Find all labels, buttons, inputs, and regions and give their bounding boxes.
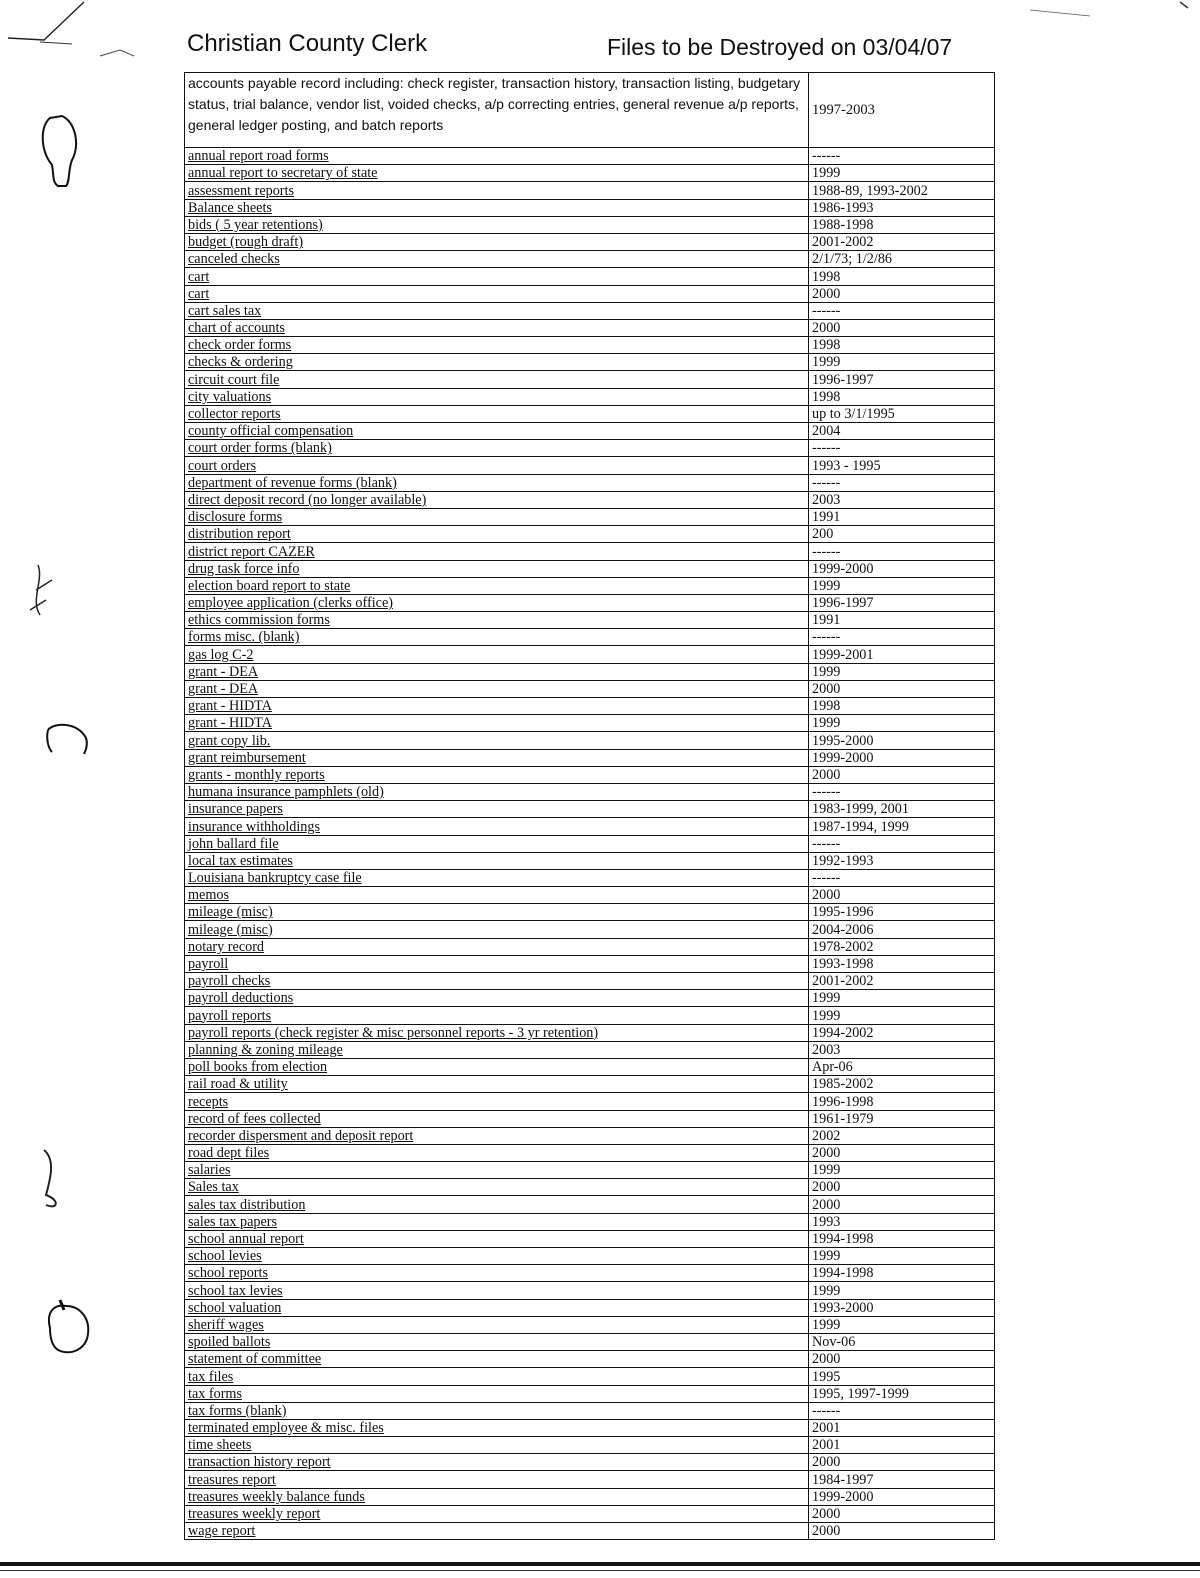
file-item-cell: sales tax distribution (185, 1196, 809, 1213)
table-row (185, 990, 995, 1007)
file-item-cell: payroll (185, 955, 809, 972)
file-item-cell: recorder dispersment and deposit report (185, 1127, 809, 1144)
years-cell: ------ (809, 1402, 995, 1419)
file-item-cell: sales tax papers (185, 1213, 809, 1230)
years-cell: 2000 (809, 1523, 995, 1540)
table-row (185, 698, 995, 715)
file-item-cell: treasures weekly report (185, 1505, 809, 1522)
file-item-cell: department of revenue forms (blank) (185, 474, 809, 491)
table-row (185, 1144, 995, 1161)
years-cell: 1999 (809, 1162, 995, 1179)
table-row (185, 629, 995, 646)
years-cell: ------ (809, 543, 995, 560)
years-cell: 2000 (809, 319, 995, 336)
table-row (185, 938, 995, 955)
file-item-cell: payroll reports (check register & misc personnel reports - 3 yr retention) (185, 1024, 809, 1041)
file-item-cell: cart (185, 285, 809, 302)
file-item-cell: transaction history report (185, 1454, 809, 1471)
file-item-cell: checks & ordering (185, 354, 809, 371)
file-item-cell: city valuations (185, 388, 809, 405)
years-cell: 1993-1998 (809, 955, 995, 972)
years-cell: Nov-06 (809, 1333, 995, 1350)
years-cell: 1995 (809, 1368, 995, 1385)
file-item-cell: record of fees collected (185, 1110, 809, 1127)
file-item-cell: Louisiana bankruptcy case file (185, 869, 809, 886)
table-row (185, 1402, 995, 1419)
years-cell: 1988-89, 1993-2002 (809, 182, 995, 199)
table-row (185, 165, 995, 182)
years-cell: up to 3/1/1995 (809, 405, 995, 422)
file-item-cell: wage report (185, 1523, 809, 1540)
table-row (185, 1076, 995, 1093)
years-cell: 1991 (809, 612, 995, 629)
years-cell: 1999 (809, 1007, 995, 1024)
file-item-cell: court orders (185, 457, 809, 474)
table-row (185, 440, 995, 457)
table-row (185, 1248, 995, 1265)
table-row (185, 405, 995, 422)
years-cell: 2000 (809, 1144, 995, 1161)
years-cell: 1997-2003 (809, 73, 995, 148)
file-item-cell: forms misc. (blank) (185, 629, 809, 646)
table-row (185, 577, 995, 594)
file-item-cell: grant - DEA (185, 663, 809, 680)
table-row (185, 233, 995, 250)
table-row (185, 1333, 995, 1350)
table-row (185, 371, 995, 388)
years-cell: 1995-2000 (809, 732, 995, 749)
file-item-cell: treasures report (185, 1471, 809, 1488)
years-cell: 1994-2002 (809, 1024, 995, 1041)
table-row (185, 1419, 995, 1436)
table-row (185, 1127, 995, 1144)
years-cell: 1999 (809, 715, 995, 732)
years-cell: 2001-2002 (809, 973, 995, 990)
file-item-cell: tax forms (blank) (185, 1402, 809, 1419)
years-cell: 1985-2002 (809, 1076, 995, 1093)
file-item-cell: grant - DEA (185, 680, 809, 697)
file-item-cell: poll books from election (185, 1058, 809, 1075)
years-cell: 2/1/73; 1/2/86 (809, 251, 995, 268)
table-row (185, 801, 995, 818)
bottom-rule (0, 1562, 1200, 1566)
table-row (185, 319, 995, 336)
table-row (185, 1471, 995, 1488)
years-cell: 1999 (809, 165, 995, 182)
file-item-cell: grant copy lib. (185, 732, 809, 749)
years-cell: 200 (809, 526, 995, 543)
file-item-cell: recepts (185, 1093, 809, 1110)
years-cell: 2003 (809, 491, 995, 508)
file-item-cell: statement of committee (185, 1351, 809, 1368)
years-cell: 1998 (809, 337, 995, 354)
years-cell: ------ (809, 783, 995, 800)
table-row (185, 508, 995, 525)
years-cell: 1995, 1997-1999 (809, 1385, 995, 1402)
years-cell: ------ (809, 148, 995, 165)
years-cell: 2000 (809, 1179, 995, 1196)
table-row (185, 1523, 995, 1540)
years-cell: 1998 (809, 698, 995, 715)
table-row (185, 543, 995, 560)
table-row (185, 766, 995, 783)
table-row (185, 955, 995, 972)
file-item-cell: cart (185, 268, 809, 285)
table-row (185, 921, 995, 938)
table-row (185, 835, 995, 852)
table-row (185, 1454, 995, 1471)
file-item-cell: grant - HIDTA (185, 698, 809, 715)
years-cell: 2000 (809, 680, 995, 697)
table-row (185, 1162, 995, 1179)
table-row (185, 268, 995, 285)
table-row (185, 1024, 995, 1041)
file-item-cell: school levies (185, 1248, 809, 1265)
file-item-cell: treasures weekly balance funds (185, 1488, 809, 1505)
table-row (185, 491, 995, 508)
years-cell: 1999 (809, 990, 995, 1007)
table-row (185, 680, 995, 697)
file-item-cell: salaries (185, 1162, 809, 1179)
file-item-cell: check order forms (185, 337, 809, 354)
years-cell: 2000 (809, 285, 995, 302)
table-row (185, 1007, 995, 1024)
table-row (185, 732, 995, 749)
years-cell: 1983-1999, 2001 (809, 801, 995, 818)
file-item-cell: bids ( 5 year retentions) (185, 216, 809, 233)
table-row (185, 73, 995, 148)
years-cell: 1998 (809, 268, 995, 285)
file-item-cell: district report CAZER (185, 543, 809, 560)
table-row (185, 646, 995, 663)
years-cell: 1984-1997 (809, 1471, 995, 1488)
table-row (185, 1505, 995, 1522)
table-row (185, 1093, 995, 1110)
years-cell: 1993 - 1995 (809, 457, 995, 474)
years-cell: 2000 (809, 766, 995, 783)
file-item-cell: insurance papers (185, 801, 809, 818)
file-item-cell: planning & zoning mileage (185, 1041, 809, 1058)
table-row (185, 1265, 995, 1282)
table-row (185, 749, 995, 766)
years-cell: 1999 (809, 1282, 995, 1299)
table-row (185, 887, 995, 904)
file-item-cell: grant reimbursement (185, 749, 809, 766)
table-row (185, 973, 995, 990)
years-cell: 1999 (809, 1248, 995, 1265)
years-cell: ------ (809, 440, 995, 457)
file-item-cell: annual report road forms (185, 148, 809, 165)
years-cell: 1986-1993 (809, 199, 995, 216)
file-item-cell: insurance withholdings (185, 818, 809, 835)
years-cell: 2000 (809, 1505, 995, 1522)
years-cell: 2000 (809, 1454, 995, 1471)
file-item-cell: payroll deductions (185, 990, 809, 1007)
table-row (185, 1299, 995, 1316)
table-row (185, 663, 995, 680)
years-cell: 1978-2002 (809, 938, 995, 955)
years-cell: 1998 (809, 388, 995, 405)
table-row (185, 1368, 995, 1385)
file-item-cell: election board report to state (185, 577, 809, 594)
years-cell: 1996-1997 (809, 371, 995, 388)
file-item-cell: terminated employee & misc. files (185, 1419, 809, 1436)
years-cell: 2004 (809, 423, 995, 440)
file-item-cell: school reports (185, 1265, 809, 1282)
bottom-rule-thin (0, 1570, 1200, 1571)
years-cell: 1999 (809, 354, 995, 371)
table-row (185, 199, 995, 216)
file-item-cell: grants - monthly reports (185, 766, 809, 783)
table-row (185, 594, 995, 611)
file-item-cell: john ballard file (185, 835, 809, 852)
years-cell: 1999 (809, 663, 995, 680)
table-row (185, 148, 995, 165)
table-row (185, 1058, 995, 1075)
table-row (185, 612, 995, 629)
file-item-cell: assessment reports (185, 182, 809, 199)
table-row (185, 852, 995, 869)
file-item-cell: school tax levies (185, 1282, 809, 1299)
years-cell: 2002 (809, 1127, 995, 1144)
table-row (185, 423, 995, 440)
file-item-cell: canceled checks (185, 251, 809, 268)
table-row (185, 1196, 995, 1213)
file-item-cell: payroll reports (185, 1007, 809, 1024)
table-row (185, 302, 995, 319)
file-item-cell: Sales tax (185, 1179, 809, 1196)
years-cell: 2001 (809, 1419, 995, 1436)
years-cell: 2001-2002 (809, 233, 995, 250)
file-item-cell: distribution report (185, 526, 809, 543)
file-item-cell: rail road & utility (185, 1076, 809, 1093)
file-item-cell: sheriff wages (185, 1316, 809, 1333)
table-row (185, 216, 995, 233)
years-cell: ------ (809, 629, 995, 646)
file-item-cell: humana insurance pamphlets (old) (185, 783, 809, 800)
table-row (185, 182, 995, 199)
table-row (185, 818, 995, 835)
years-cell: Apr-06 (809, 1058, 995, 1075)
file-item-cell: spoiled ballots (185, 1333, 809, 1350)
table-row (185, 337, 995, 354)
file-item-cell: grant - HIDTA (185, 715, 809, 732)
years-cell: 1995-1996 (809, 904, 995, 921)
years-cell: ------ (809, 474, 995, 491)
years-cell: ------ (809, 302, 995, 319)
file-item-cell: road dept files (185, 1144, 809, 1161)
years-cell: ------ (809, 869, 995, 886)
years-cell: 1994-1998 (809, 1230, 995, 1247)
table-row (185, 251, 995, 268)
file-item-cell: notary record (185, 938, 809, 955)
years-cell: 1999-2000 (809, 749, 995, 766)
table-row (185, 560, 995, 577)
table-row (185, 1213, 995, 1230)
years-cell: 1999-2000 (809, 560, 995, 577)
table-row (185, 1488, 995, 1505)
years-cell: 2000 (809, 1196, 995, 1213)
file-item-cell: circuit court file (185, 371, 809, 388)
table-row (185, 474, 995, 491)
file-item-cell: tax files (185, 1368, 809, 1385)
years-cell: 1988-1998 (809, 216, 995, 233)
years-cell: 1994-1998 (809, 1265, 995, 1282)
destroy-date-title: Files to be Destroyed on 03/04/07 (607, 34, 953, 60)
file-item-cell: mileage (misc) (185, 904, 809, 921)
years-cell: 1999-2000 (809, 1488, 995, 1505)
file-item-cell: employee application (clerks office) (185, 594, 809, 611)
file-item-cell: payroll checks (185, 973, 809, 990)
file-item-cell: budget (rough draft) (185, 233, 809, 250)
table-row (185, 1316, 995, 1333)
file-item-cell: mileage (misc) (185, 921, 809, 938)
file-item-cell: school annual report (185, 1230, 809, 1247)
file-item-cell: county official compensation (185, 423, 809, 440)
years-cell: 1999 (809, 1316, 995, 1333)
years-cell: 1987-1994, 1999 (809, 818, 995, 835)
years-cell: 2003 (809, 1041, 995, 1058)
file-item-cell: local tax estimates (185, 852, 809, 869)
file-item-cell: memos (185, 887, 809, 904)
file-item-cell: tax forms (185, 1385, 809, 1402)
years-cell: 1991 (809, 508, 995, 525)
file-item-cell: collector reports (185, 405, 809, 422)
table-row (185, 715, 995, 732)
file-item-cell: school valuation (185, 1299, 809, 1316)
table-row (185, 1351, 995, 1368)
file-item-cell: time sheets (185, 1437, 809, 1454)
file-item-cell: cart sales tax (185, 302, 809, 319)
table-row (185, 285, 995, 302)
table-row (185, 1110, 995, 1127)
table-row (185, 1385, 995, 1402)
table-row (185, 526, 995, 543)
years-cell: 2001 (809, 1437, 995, 1454)
file-item-cell: Balance sheets (185, 199, 809, 216)
table-row (185, 457, 995, 474)
files-table-body (185, 73, 995, 1540)
file-item-cell: annual report to secretary of state (185, 165, 809, 182)
years-cell: 2000 (809, 887, 995, 904)
file-item-cell: ethics commission forms (185, 612, 809, 629)
file-item-cell: disclosure forms (185, 508, 809, 525)
table-row (185, 1230, 995, 1247)
years-cell: 1993 (809, 1213, 995, 1230)
years-cell: 1961-1979 (809, 1110, 995, 1127)
years-cell: ------ (809, 835, 995, 852)
file-item-cell: direct deposit record (no longer available) (185, 491, 809, 508)
table-row (185, 388, 995, 405)
years-cell: 1993-2000 (809, 1299, 995, 1316)
years-cell: 1999 (809, 577, 995, 594)
table-row (185, 783, 995, 800)
table-row (185, 1282, 995, 1299)
file-item-cell: drug task force info (185, 560, 809, 577)
files-table (184, 72, 995, 1540)
years-cell: 1996-1998 (809, 1093, 995, 1110)
file-item-cell: chart of accounts (185, 319, 809, 336)
years-cell: 1999-2001 (809, 646, 995, 663)
table-row (185, 1041, 995, 1058)
table-row (185, 1179, 995, 1196)
county-clerk-title: Christian County Clerk (187, 30, 428, 57)
table-row (185, 354, 995, 371)
file-item-cell: court order forms (blank) (185, 440, 809, 457)
table-row (185, 904, 995, 921)
file-item-cell: gas log C-2 (185, 646, 809, 663)
years-cell: 2004-2006 (809, 921, 995, 938)
years-cell: 1992-1993 (809, 852, 995, 869)
table-row (185, 869, 995, 886)
file-item-cell: accounts payable record including: check register, transaction history, transaction listing, budgetary status, trial balance, vendor list, voided checks, a/p correcting entries, general revenue a/p reports, general ledger posting, and batch reports (185, 73, 809, 148)
years-cell: 2000 (809, 1351, 995, 1368)
table-row (185, 1437, 995, 1454)
years-cell: 1996-1997 (809, 594, 995, 611)
